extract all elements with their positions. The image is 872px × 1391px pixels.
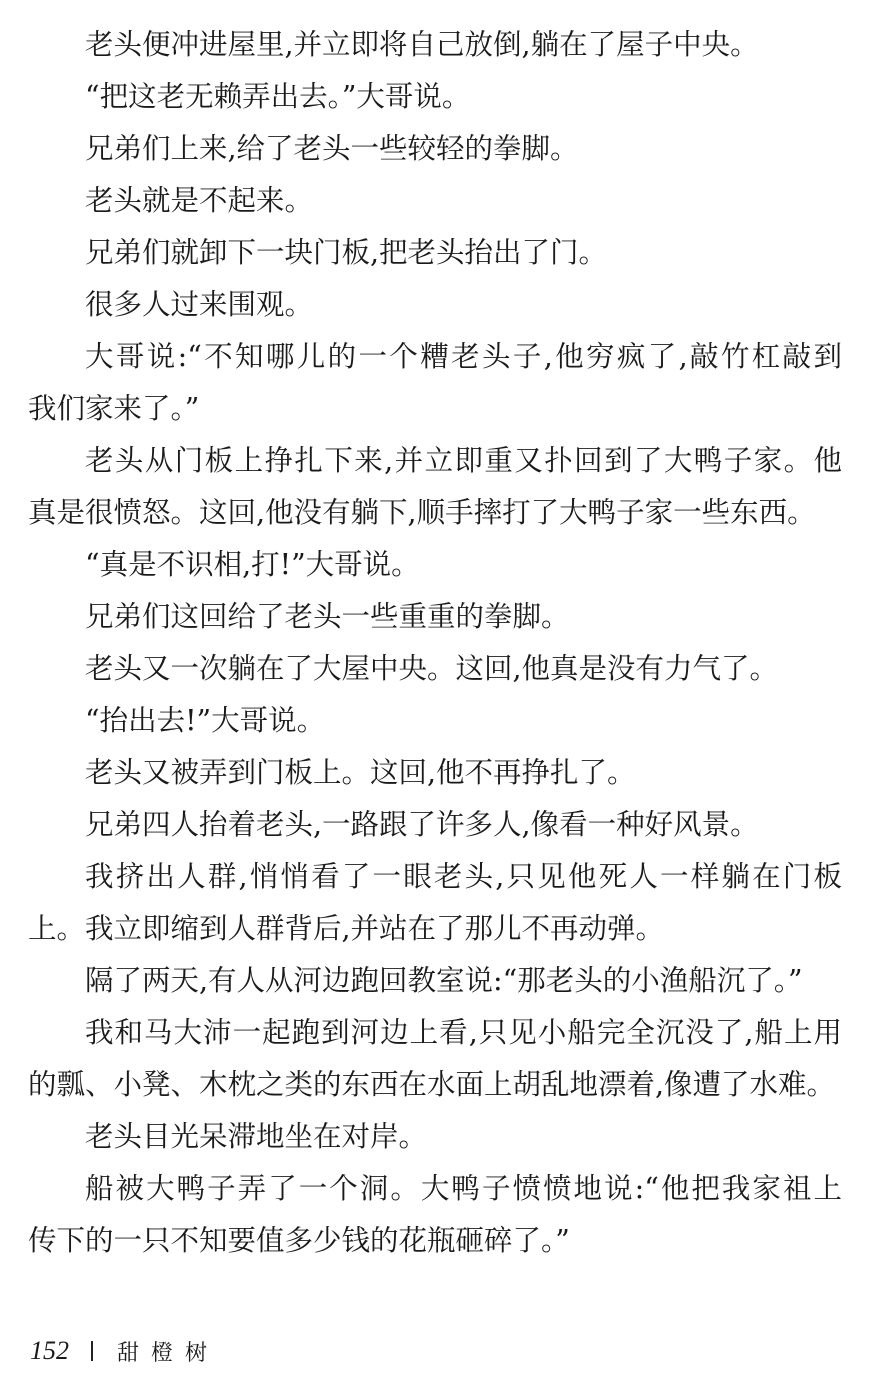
text-line: 很多人过来围观。 xyxy=(85,288,314,321)
text-line: “真是不识相,打!”大哥说。 xyxy=(85,548,420,581)
paragraph xyxy=(28,851,842,955)
paragraph xyxy=(28,695,842,747)
paragraph xyxy=(28,123,842,175)
paragraph xyxy=(28,435,842,539)
text-line: 真是很愤怒。这回,他没有躺下,顺手摔打了大鸭子家一些东西。 xyxy=(28,496,816,529)
paragraph xyxy=(28,71,842,123)
text-line: 兄弟四人抬着老头,一路跟了许多人,像看一种好风景。 xyxy=(85,808,759,841)
book-title: 甜橙树 xyxy=(117,1340,220,1366)
text-line: 的瓢、小凳、木枕之类的东西在水面上胡乱地漂着,像遭了水难。 xyxy=(28,1068,836,1101)
paragraph xyxy=(28,331,842,435)
text-line: 老头又被弄到门板上。这回,他不再挣扎了。 xyxy=(85,756,636,789)
footer-divider xyxy=(91,1341,93,1361)
paragraph xyxy=(28,227,842,279)
text-line: 我们家来了。” xyxy=(28,392,200,425)
text-line: 兄弟们就卸下一块门板,把老头抬出了门。 xyxy=(85,236,608,269)
text-line: 传下的一只不知要值多少钱的花瓶砸碎了。” xyxy=(28,1224,570,1257)
text-line: 船被大鸭子弄了一个洞。大鸭子愤愤地说:“他把我家祖上 xyxy=(85,1172,842,1205)
text-line: “抬出去!”大哥说。 xyxy=(85,704,326,737)
text-line: 隔了两天,有人从河边跑回教室说:“那老头的小渔船沉了。” xyxy=(85,964,803,997)
text-line: 我和马大沛一起跑到河边上看,只见小船完全沉没了,船上用 xyxy=(85,1016,842,1049)
paragraph xyxy=(28,1111,842,1163)
paragraph xyxy=(28,591,842,643)
text-line: 兄弟们这回给了老头一些重重的拳脚。 xyxy=(85,600,570,633)
text-line: 老头从门板上挣扎下来,并立即重又扑回到了大鸭子家。他 xyxy=(85,444,842,477)
text-line: 大哥说:“不知哪儿的一个糟老头子,他穷疯了,敲竹杠敲到 xyxy=(85,340,842,373)
paragraph xyxy=(28,1163,842,1267)
paragraph xyxy=(28,279,842,331)
text-line: “把这老无赖弄出去。”大哥说。 xyxy=(85,80,471,113)
paragraph xyxy=(28,955,842,1007)
page-footer xyxy=(30,1333,219,1369)
paragraph xyxy=(28,747,842,799)
paragraph xyxy=(28,1007,842,1111)
text-line: 上。我立即缩到人群背后,并站在了那儿不再动弹。 xyxy=(28,912,665,945)
text-line: 我挤出人群,悄悄看了一眼老头,只见他死人一样躺在门板 xyxy=(85,860,842,893)
text-line: 老头目光呆滞地坐在对岸。 xyxy=(85,1120,428,1153)
text-line: 兄弟们上来,给了老头一些较轻的拳脚。 xyxy=(85,132,579,165)
body-text xyxy=(28,19,842,1267)
paragraph xyxy=(28,643,842,695)
page-number: 152 xyxy=(30,1336,69,1365)
paragraph xyxy=(28,175,842,227)
paragraph xyxy=(28,799,842,851)
text-line: 老头便冲进屋里,并立即将自己放倒,躺在了屋子中央。 xyxy=(85,28,759,61)
text-line: 老头就是不起来。 xyxy=(85,184,314,217)
paragraph xyxy=(28,19,842,71)
paragraph xyxy=(28,539,842,591)
text-line: 老头又一次躺在了大屋中央。这回,他真是没有力气了。 xyxy=(85,652,779,685)
